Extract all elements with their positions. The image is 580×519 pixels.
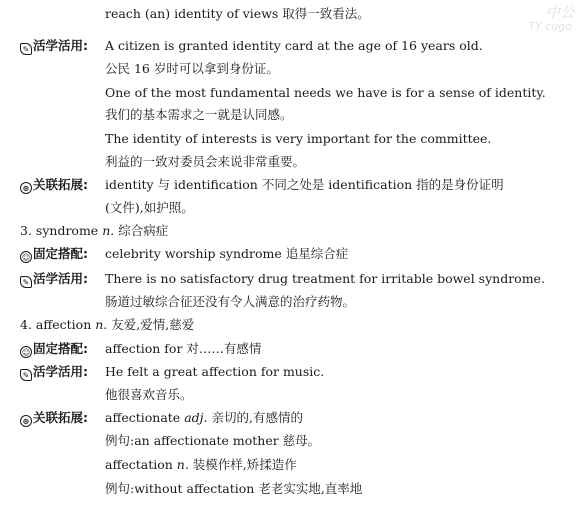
- section-tag: ☺ 固定搭配:: [21, 246, 88, 262]
- watermark-sub: TY cugo: [528, 20, 572, 33]
- pen-icon: ✎: [20, 369, 32, 381]
- section-tag: ✎ 活学活用:: [20, 364, 88, 381]
- section-tag: ✎ 活学活用:: [20, 38, 88, 55]
- watermark: 中公: [546, 5, 574, 21]
- pen-icon: ✎: [20, 43, 32, 55]
- section-tag: ☺ 固定搭配:: [21, 341, 88, 357]
- section-tag: ⊛ 关联拓展:: [20, 177, 88, 194]
- section-tag: ⊛ 关联拓展:: [20, 410, 88, 427]
- pen-icon: ✎: [20, 276, 32, 288]
- document-page: 中公 TY cugo reach (an) identity of views 取得一致看法。 ✎ 活学活用: A citizen is granted identity card at the age of 16 years old. 公民 16 岁时可以拿到身份证。 One of the most fundamental needs we have is for a sense of identity. 我们的基本需求之一就是认同感。 The identity of interests is very important for the committee. 利益的一致对委员会来说非常重要。 ⊛ 关联拓展: identity 与 identification 不同之处是 identification 指的是身份证明 (文件),如护照。 3. syndrome n. 综合病症 ☺ 固定搭配: celebrity worship syndrome 追星综合症 ✎ 活学活用: There is no satisfactory drug treatment for irritable bowel syndrome. 肠道过敏综合征还没有令人满意的治疗药物。 4. affection n. 友爱,爱情,慈爱 ☺ 固定搭配: affection for 对……有感情 ✎ 活学活用: He felt a great affection for music. 他很喜欢音乐。 ⊛ 关联拓展: affectionate adj. 亲切的,有感情的 例句:an affectionate mother 慈母。 affectation n. 装模作样,矫揉造作 例句:without affectation 老老实实地,直率地: [0, 0, 580, 519]
- smile-icon: ☺: [21, 253, 31, 262]
- smile-icon: ☺: [21, 348, 31, 357]
- link-icon: ⊛: [20, 182, 32, 194]
- link-icon: ⊛: [20, 415, 32, 427]
- section-tag: ✎ 活学活用:: [20, 271, 88, 288]
